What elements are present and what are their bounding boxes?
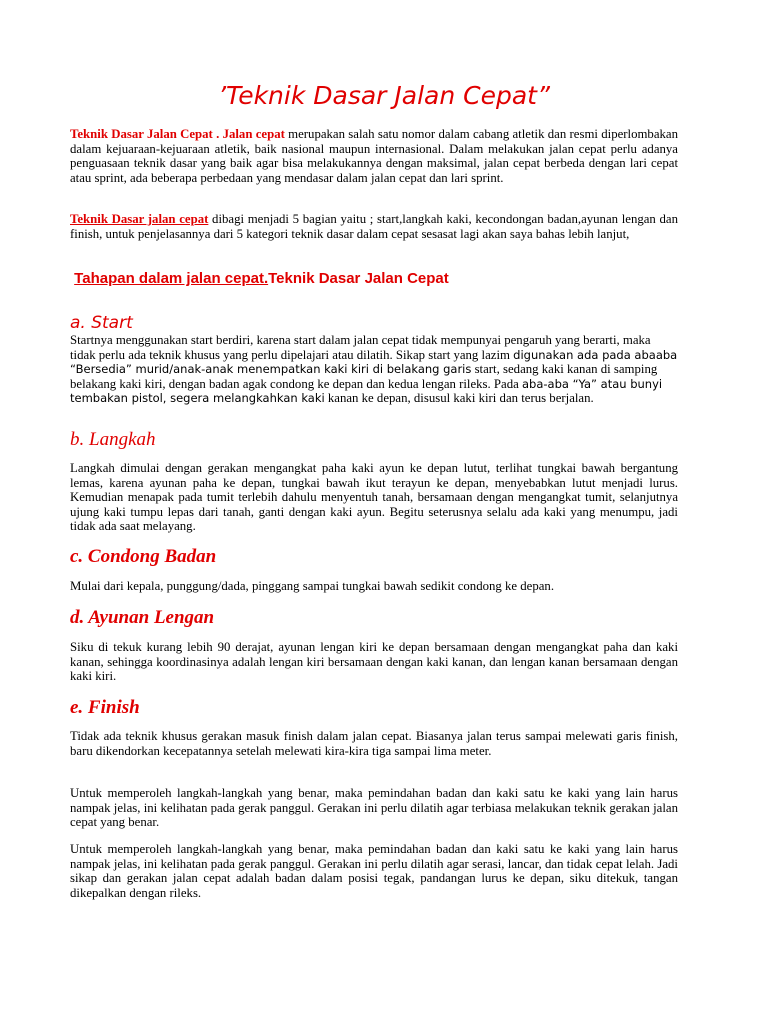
- parts-lead: Teknik Dasar jalan cepat: [70, 212, 209, 226]
- start-text-c: start, sedang kaki kanan di samping belakang kaki kiri, dengan badan agak condong ke depan dan kedua lengan rileks. Pada: [70, 362, 658, 391]
- finish-paragraph-3: Untuk memperoleh langkah-langkah yang benar, maka pemindahan badan dan kaki satu ke kaki yang lain harus nampak jelas, ini kelihatan pada gerak panggul. Gerakan ini perlu dilatih agar serasi, lancar, dan tidak cepat lelah. Jadi sikap dan gerakan jalan cepat adalah badan dalam posisi tegak, pandangan lurus ke depan, siku ditekuk, tangan dikepalkan dengan rileks.: [70, 842, 678, 900]
- start-text-e: kanan ke depan, disusul kaki kiri dan terus berjalan.: [324, 391, 594, 405]
- document-title: ’Teknik Dasar Jalan Cepat”: [218, 81, 550, 110]
- section-text-start: [70, 333, 678, 406]
- section-text-ayunan: Siku di tekuk kurang lebih 90 derajat, ayunan lengan kiri ke depan bersamaan dengan mengangkat paha dan kaki kanan, sehingga koordinasinya adalah lengan kiri bersamaan dengan kaki kanan, dan lengan kanan bersamaan dengan kaki kiri.: [70, 640, 678, 683]
- section-heading-finish: e. Finish: [70, 697, 140, 718]
- section-text-langkah: Langkah dimulai dengan gerakan mengangkat paha kaki ayun ke depan lutut, terlihat tungkai bawah bergantung lemas, karena ayunan paha ke depan, tungkai bawah ikut terayun ke depan, menyebabkan lutut menjadi lurus. Kemudian menapak pada tumit terlebih dahulu menyentuh tanah, bersamaan dengan mengangkat tumit, selanjutnya ujung kaki tumpu lepas dari tanah, ganti dengan kaki ayun. Begitu seterusnya selalu ada kaki yang menumpu, jadi tidak ada saat melayang.: [70, 461, 678, 533]
- intro-paragraph: [70, 127, 678, 185]
- tahapan-rest: Teknik Dasar Jalan Cepat: [268, 270, 449, 287]
- section-heading-ayunan: d. Ayunan Lengan: [70, 607, 215, 628]
- tahapan-heading: [70, 270, 449, 288]
- finish-paragraph-1: Tidak ada teknik khusus gerakan masuk finish dalam jalan cepat. Biasanya jalan terus sampai melewati garis finish, baru dikendorkan kecepatannya setelah melewati kira-kira tiga sampai lima meter.: [70, 729, 678, 758]
- start-text-b: digunakan ada pada abaaba “Bersedia” murid/anak-anak menempatkan kaki kiri di belakang garis: [70, 347, 678, 376]
- intro-text: merupakan salah satu nomor dalam cabang atletik dan resmi diperlombakan dalam kejuaraan-kejuaraan atletik, baik nasional maupun internasional. Dalam melakukan jalan cepat perlu adanya penguasaan teknik dasar yang baik agar bisa melakukannya dengan maksimal, jalan cepat berbeda dengan lari cepat atau sprint, ada beberapa perbedaan yang mendasar dalam jalan cepat dan lari sprint.: [70, 127, 678, 185]
- parts-paragraph: [70, 212, 678, 241]
- finish-paragraph-2: Untuk memperoleh langkah-langkah yang benar, maka pemindahan badan dan kaki satu ke kaki yang lain harus nampak jelas, ini kelihatan pada gerak panggul. Gerakan ini perlu dilatih agar terbiasa melakukan teknik gerakan jalan cepat yang benar.: [70, 786, 678, 829]
- section-heading-condong: c. Condong Badan: [70, 546, 217, 567]
- intro-lead: Teknik Dasar Jalan Cepat . Jalan cepat: [70, 127, 285, 141]
- section-heading-start: a. Start: [70, 313, 133, 333]
- start-text-a: Startnya menggunakan start berdiri, karena start dalam jalan cepat tidak mempunyai pengaruh yang berarti, maka tidak perlu ada teknik khusus yang perlu dipelajari atau dilatih. Sikap start yang lazim: [70, 333, 651, 362]
- tahapan-underlined: Tahapan dalam jalan cepat.: [74, 270, 269, 287]
- section-text-condong: Mulai dari kepala, punggung/dada, pinggang sampai tungkai bawah sedikit condong ke depan.: [70, 579, 555, 593]
- parts-text: dibagi menjadi 5 bagian yaitu ; start,langkah kaki, kecondongan badan,ayunan lengan dan finish, untuk penjelasannya dari 5 kategori teknik dasar dalam cepat sesasat lagi akan saya bahas lebih lanjut,: [70, 212, 678, 241]
- section-heading-langkah: b. Langkah: [70, 429, 156, 450]
- start-text-d: aba-aba “Ya” atau bunyi tembakan pistol, segera melangkahkan kaki: [70, 376, 663, 405]
